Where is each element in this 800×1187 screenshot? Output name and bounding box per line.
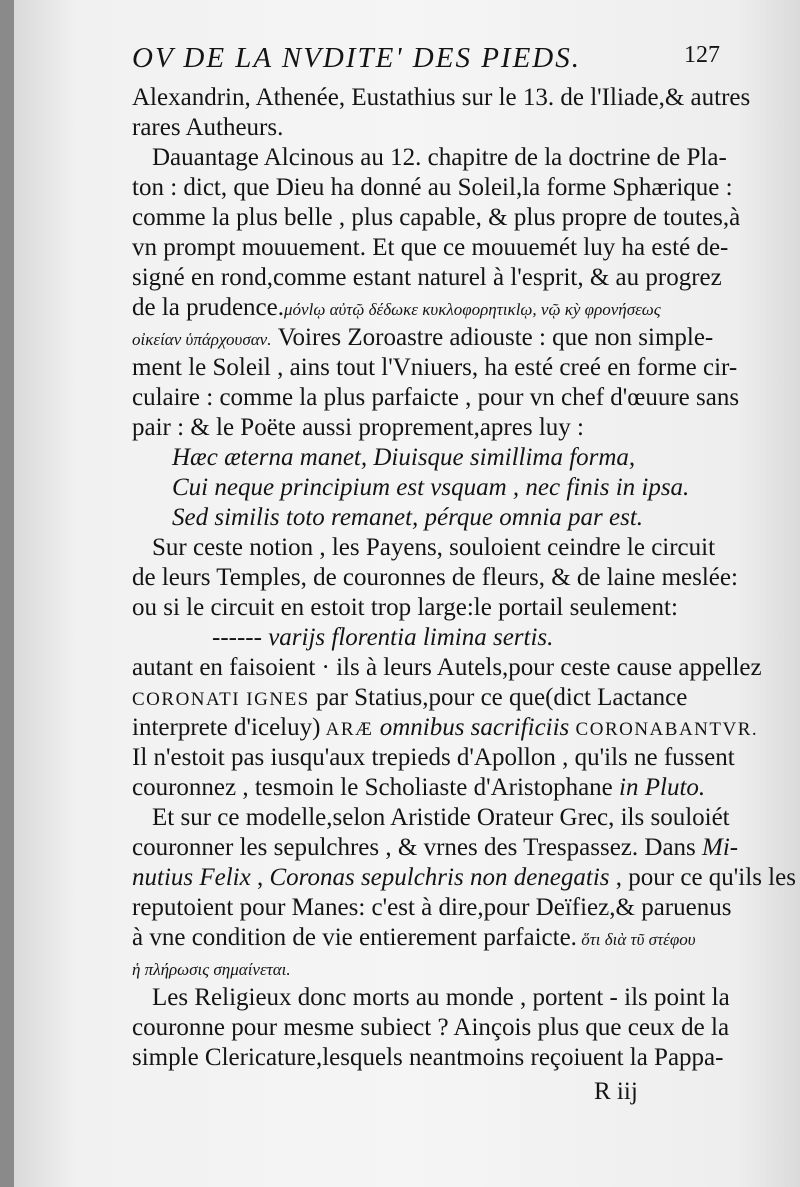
line-text: de leurs Temples, de couronnes de fleurs, & de laine meslée: [132, 564, 738, 591]
line-text: Les Religieux donc morts au monde , portent - ils point la [152, 984, 730, 1011]
line-text: Et sur ce modelle,selon Aristide Orateur Grec, ils souloiét [152, 804, 730, 831]
small-caps-text: CORONABANTVR. [569, 719, 759, 740]
line-text: Alexandrin, Athenée, Eustathius sur le 13. de l'Iliade,& autres [132, 84, 751, 111]
small-caps-text: CORONATI IGNES [132, 689, 310, 710]
line-text: par Statius,pour ce que(dict Lactance [309, 684, 688, 711]
italic-text: Coronas sepulchris non denegatis [269, 864, 610, 891]
small-caps-text: ARÆ [320, 719, 374, 740]
line-text: Dauantage Alcinous au 12. chapitre de la doctrine de Pla- [152, 144, 727, 171]
line-text: ------ varijs florentia limina sertis. [212, 624, 554, 651]
line-text: à vne condition de vie entierement parfaicte. [132, 924, 577, 951]
italic-text: in Pluto. [612, 774, 706, 801]
running-head [132, 42, 732, 82]
line-text: de la prudence. [132, 294, 285, 321]
line-text: couronne pour mesme subiect ? Ainçois plus que ceux de la [132, 1014, 730, 1041]
greek-text: ὅτι διὰ τῦ στέφου [576, 930, 696, 949]
line-text: Cui neque principium est vsquam , nec finis in ipsa. [172, 474, 690, 501]
line-text: comme la plus belle , plus capable, & plus propre de toutes,à [132, 204, 741, 231]
line-text: couronner les sepulchres , & vrnes des Trespassez. Dans [132, 834, 696, 861]
line-text: reputoient pour Manes: c'est à dire,pour Deïfiez,& paruenus [132, 894, 732, 921]
line-text: ton : dict, que Dieu ha donné au Soleil,la forme Sphærique : [132, 174, 733, 201]
running-head-title: OV DE LA NVDITE' DES PIEDS. [132, 42, 581, 74]
line-text: rares Autheurs. [132, 114, 284, 141]
line-text: Il n'estoit pas iusqu'aux trepieds d'Apollon , qu'ils ne fussent [132, 744, 735, 771]
italic-text: nutius Felix [132, 864, 251, 891]
line-text: simple Clericature,lesquels neantmoins reçoiuent la Pappa- [132, 1044, 724, 1071]
italic-text: omnibus sacrificiis [373, 714, 570, 741]
italic-text: Mi- [695, 834, 739, 861]
line-text: pair : & le Poëte aussi proprement,apres luy : [132, 414, 584, 441]
signature-mark: R iij [594, 1078, 638, 1105]
line-text: , [250, 864, 270, 891]
line-text: signé en rond,comme estant naturel à l'esprit, & au progrez [132, 264, 722, 291]
line-text: ment le Soleil , ains tout l'Vniuers, ha esté creé en forme cir- [132, 354, 738, 381]
line-text: Voires Zoroastre adiouste : que non simple- [271, 324, 714, 351]
line-text: , pour ce qu'ils les [609, 864, 796, 891]
page-number: 127 [684, 42, 720, 68]
line-text: culaire : comme la plus parfaicte , pour vn chef d'œuure sans [132, 384, 740, 411]
text-line [132, 1038, 732, 1078]
line-text: vn prompt mouuement. Et que ce mouuemét luy ha esté de- [132, 234, 729, 261]
line-text: Hæc æterna manet, Diuisque simillima forma, [172, 444, 636, 471]
line-text: interprete d'iceluy) [132, 714, 321, 741]
line-text: Sur ceste notion , les Payens, souloient ceindre le circuit [152, 534, 716, 561]
line-text: autant en faisoient · ils à leurs Autels,pour ceste cause appellez [132, 654, 762, 681]
line-text: couronnez , tesmoin le Scholiaste d'Aristophane [132, 774, 613, 801]
greek-text: οἰκείαν ὑπάρχουσαν. [132, 330, 272, 349]
line-text: Sed similis toto remanet, pérque omnia par est. [172, 504, 644, 531]
greek-text: ἡ πλήρωσις σημαίνεται. [132, 960, 291, 979]
greek-text: μόνlῳ αὐτῷ δέδωκε κυκλοφορητικlῳ, νῷ κỳ φρονήσεως [284, 300, 661, 319]
book-page [14, 0, 800, 1187]
line-text: ou si le circuit en estoit trop large:le portail seulement: [132, 594, 678, 621]
